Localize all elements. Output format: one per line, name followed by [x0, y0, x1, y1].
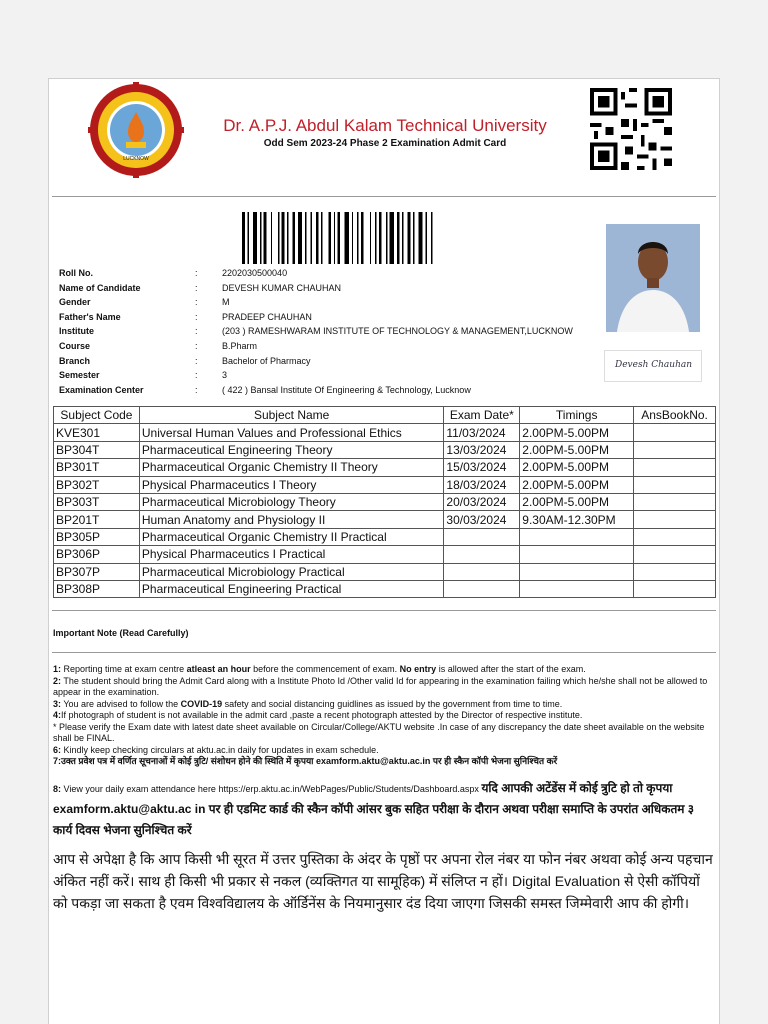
barcode-bar	[305, 212, 306, 264]
barcode-bar	[292, 212, 295, 264]
note-3: 3: You are advised to follow the COVID-19 safety and social distancing guidlines as issued by the government from time to time.	[53, 698, 563, 709]
logo-text: LUCKNOW	[123, 156, 149, 162]
table-row: KVE301 Universal Human Values and Professional Ethics 11/03/2024 2.00PM-5.00PM	[54, 424, 716, 441]
header-divider	[52, 196, 716, 197]
barcode-bar	[260, 212, 261, 264]
barcode-bar	[418, 212, 422, 264]
table-row: BP201T Human Anatomy and Physiology II 30/03/2024 9.30AM-12.30PM	[54, 511, 716, 528]
field-value: (203 ) RAMESHWARAM INSTITUTE OF TECHNOLOGY & MANAGEMENT,LUCKNOW	[222, 326, 573, 337]
barcode-bar	[402, 212, 403, 264]
subject-table	[53, 406, 716, 598]
barcode-bar	[390, 212, 394, 264]
important-note-title: Important Note (Read Carefully)	[53, 628, 189, 638]
table-row: BP303T Pharmaceutical Microbiology Theory 20/03/2024 2.00PM-5.00PM	[54, 493, 716, 510]
barcode-bar	[361, 212, 364, 264]
barcode-bar	[328, 212, 331, 264]
field-value: DEVESH KUMAR CHAUHAN	[222, 282, 342, 293]
candidate-signature	[604, 350, 702, 382]
barcode-bar	[379, 212, 382, 264]
barcode-bar	[264, 212, 267, 264]
field-value: 2202030500040	[222, 268, 288, 278]
col-subject-name: Subject Name	[139, 407, 444, 424]
col-timings: Timings	[520, 407, 634, 424]
field-label: Roll No.	[59, 268, 93, 278]
note-5: * Please verify the Exam date with latest date sheet available on Circular/College/AKTU website .In case of any discrepancy the date sheet available on the website shall be FINAL.	[53, 721, 705, 743]
barcode-bar	[310, 212, 311, 264]
table-row: BP306P Physical Pharmaceutics I Practical	[54, 546, 716, 563]
note-1: 1: Reporting time at exam centre atleast an hour before the commencement of exam. No entry is allowed after the start of the exam.	[53, 664, 586, 674]
university-name: Dr. A.P.J. Abdul Kalam Technical University	[223, 116, 547, 135]
barcode-bar	[413, 212, 414, 264]
barcode-bar	[345, 212, 349, 264]
roll-barcode	[240, 212, 490, 264]
barcode-bar	[408, 212, 411, 264]
barcode-bar	[278, 212, 279, 264]
barcode-bar	[247, 212, 248, 264]
notes-list	[53, 664, 715, 768]
logo-gear-ring	[88, 82, 184, 178]
notes-divider	[52, 652, 716, 653]
table-row: BP305P Pharmaceutical Organic Chemistry II Practical	[54, 528, 716, 545]
field-label: Name of Candidate	[59, 282, 141, 293]
table-row: BP301T Pharmaceutical Organic Chemistry II Theory 15/03/2024 2.00PM-5.00PM	[54, 459, 716, 476]
table-header-row	[54, 407, 716, 424]
note-2: 2: The student should bring the Admit Card along with a Institute Photo Id /Other valid Id for appearing in the examination failing which he/she shall not be allowed to appear in the examination.	[53, 675, 708, 697]
col-ansbook: AnsBookNo.	[634, 407, 716, 424]
barcode-bar	[287, 212, 288, 264]
qr-code	[590, 88, 672, 170]
barcode-bar	[321, 212, 322, 264]
barcode-bar	[253, 212, 257, 264]
barcode-bar	[431, 212, 432, 264]
field-value: Bachelor of Pharmacy	[222, 355, 311, 366]
note-4: 4:If photograph of student is not available in the admit card ,paste a recent photograph attested by the Director of respective institute.	[53, 710, 583, 720]
field-label: Father's Name	[59, 311, 121, 322]
barcode-bar	[357, 212, 358, 264]
field-label: Branch	[59, 355, 91, 366]
field-label: Course	[59, 341, 91, 351]
table-row: BP308P Pharmaceutical Engineering Practical	[54, 580, 716, 597]
barcode-bar	[282, 212, 285, 264]
field-label: Institute	[59, 326, 94, 337]
barcode-bar	[426, 212, 427, 264]
evaluation-warning: आप से अपेक्षा है कि आप किसी भी सूरत में उत्तर पुस्तिका के अंदर के पृष्ठों पर अपना रोल नंबर या फोन नंबर अथवा कोई अन्य पहचान अंकित नहीं करें। साथ ही किसी भी प्रकार से नकल (व्यक्तिगत या सामूहिक) में संलिप्त न हों। Digital Evaluation से ऐसी कॉपियों को पकड़ा जा सकता है एवम विश्वविद्यालय के ऑर्डिनेंस के नियमानुसार दंड दिया जाएगा जिसकी समस्त जिम्मेवारी आप की होगी।	[53, 851, 713, 911]
col-subject-code: Subject Code	[54, 407, 140, 424]
field-value: PRADEEP CHAUHAN	[222, 311, 312, 322]
attendance-link[interactable]: View your daily exam attendance here https://erp.aktu.ac.in/WebPages/Public/Students/Dashboard.aspx	[61, 784, 482, 794]
admit-card-subtitle: Odd Sem 2023-24 Phase 2 Examination Admit Card	[263, 138, 507, 149]
table-row: BP307P Pharmaceutical Microbiology Practical	[54, 563, 716, 580]
barcode-bar	[370, 212, 371, 264]
note-8: 8: View your daily exam attendance here https://erp.aktu.ac.in/WebPages/Public/Students/Dashboard.aspx यदि आपकी अटेंडेंस में कोई त्रुटि हो तो कृपया examform.aktu@aktu.ac in पर ही एडमिट कार्ड की स्कैन कॉपी आंसर बुक सहित परीक्षा के दौरान अथवा परीक्षा समाप्ति के उपरांत अधिकतम ३ कार्य दिवस भेजना सुनिश्चित करें	[53, 781, 695, 837]
field-value: B.Pharm	[222, 341, 258, 351]
barcode-bar	[386, 212, 387, 264]
university-logo	[88, 82, 184, 178]
barcode-bar	[298, 212, 302, 264]
candidate-photo	[606, 224, 700, 342]
note-6: 6: Kindly keep checking circulars at aktu.ac.in daily for updates in exam schedule.	[53, 744, 379, 755]
barcode-bar	[334, 212, 335, 264]
barcode-bar	[337, 212, 340, 264]
field-label: Examination Center	[59, 384, 144, 395]
field-value: 3	[222, 370, 228, 381]
table-row: BP304T Pharmaceutical Engineering Theory 13/03/2024 2.00PM-5.00PM	[54, 441, 716, 458]
field-value: M	[222, 297, 230, 308]
barcode-bar	[352, 212, 353, 264]
barcode-bar	[375, 212, 376, 264]
signature-text: Devesh Chauhan	[615, 360, 693, 370]
barcode-bar	[397, 212, 400, 264]
field-label: Gender	[59, 297, 91, 308]
table-row: BP302T Physical Pharmaceutics I Theory 18/03/2024 2.00PM-5.00PM	[54, 476, 716, 493]
barcode-bar	[271, 212, 272, 264]
col-exam-date: Exam Date*	[444, 407, 520, 424]
barcode-bar	[316, 212, 319, 264]
table-divider	[52, 610, 716, 611]
field-value: ( 422 ) Bansal Institute Of Engineering & Technology, Lucknow	[222, 384, 471, 395]
note-7: 7:उक्त प्रवेश पत्र में वर्णित सूचनाओं में कोई त्रुटि/ संशोधन होने की स्थिति में कृपया examform.aktu@aktu.ac.in पर ही स्कैन कॉपी भेजना सुनिश्चित करें	[53, 756, 558, 766]
barcode-bar	[242, 212, 245, 264]
field-label: Semester	[59, 370, 100, 381]
